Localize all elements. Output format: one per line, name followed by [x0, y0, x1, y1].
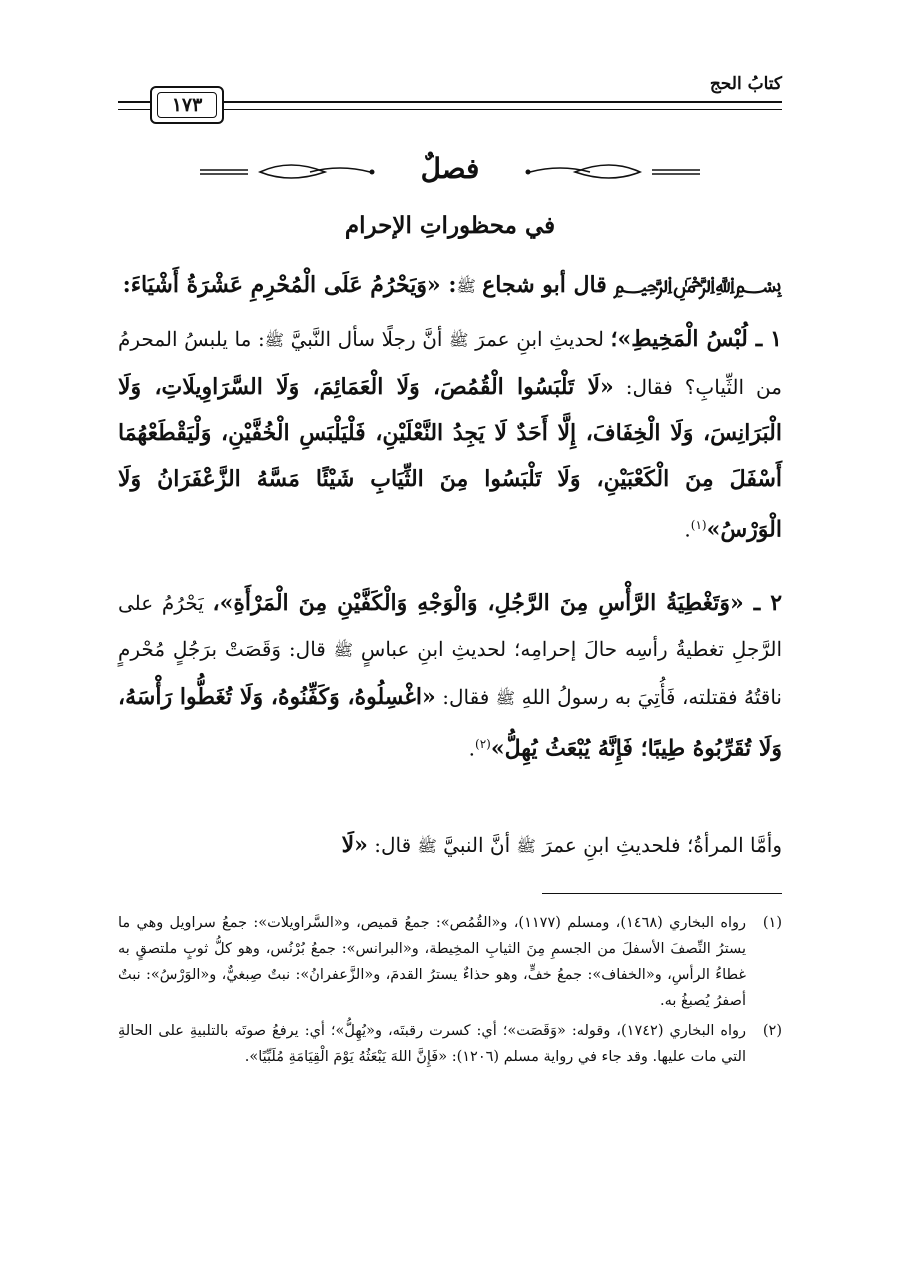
section-subtitle: في محظوراتِ الإحرام: [344, 212, 556, 239]
footnote-ref[interactable]: (١): [690, 517, 707, 532]
footnote-divider: [542, 893, 782, 894]
item-2-text: يَحْرُمُ على الرَّجلِ تغطيةُ رأسِه حالَ إحرامِه؛ لحديثِ ابنِ عباسٍ: [118, 591, 782, 661]
item-1-text: : ما يلبسُ المحرمُ من الثِّيابِ؟ فقال:: [118, 327, 782, 399]
item-2-paragraph: [118, 580, 782, 772]
item-1-paragraph: [118, 316, 782, 552]
section-heading-text: فصلٌ: [420, 152, 480, 185]
honorific-icon: ﷺ: [333, 640, 354, 660]
footnote-ref[interactable]: (٢): [475, 737, 491, 751]
footnote-text: رواه البخاري (١٤٦٨)، ومسلم (١١٧٧)، و«القُمُص»: جمعُ قميص، و«السَّراويلات»: جمعُ سراويل وهي ما يسترُ النِّصفَ الأسفلَ من الجسمِ مِنَ الثيابِ المخِيطة، و«البرانس»: جمعُ بُرْنُس، وهو كلُّ ثوبٍ ملتصقٍ به غطاءُ الرأسِ، و«الخفاف»: جمعُ خفٍّ، وهو حذاءٌ يسترُ القدمَ، و«الزَّعفرانُ»: نبتٌ صِبغيٌّ، و«الوَرْسُ»: نبتٌ أصفرُ يُصبغُ به.: [118, 915, 746, 1009]
item-1-hadith: «لَا تَلْبَسُوا الْقُمُصَ، وَلَا الْعَمَائِمَ، وَلَا السَّرَاوِيلَاتِ، وَلَا الْبَرَانِسَ، وَلَا الْخِفَافَ، إِلَّا أَحَدٌ لَا يَجِدُ النَّعْلَيْنِ، فَلْيَلْبَسِ الْخُفَّيْنِ، وَلْيَقْطَعْهُمَا أَسْفَلَ مِنَ الْكَعْبَيْنِ، وَلَا تَلْبَسُوا مِنَ الثِّيَابِ شَيْئًا مَسَّهُ الزَّعْفَرَانُ وَلَا الْوَرْسُ»: [118, 373, 782, 543]
item-2-text: قال: وَقَصَتْ برَجُلٍ مُحْرمٍ ناقتُهُ فقتلته، فَأُتِيَ به رسولُ اللهِ: [118, 637, 782, 709]
item-1-text: أنَّ رجلًا سأل النَّبيَّ: [284, 327, 450, 351]
item-3-text: وأمَّا المرأةُ؛ فلحديثِ ابنِ عمرَ: [535, 833, 782, 857]
item-2-text: فقال:: [435, 684, 496, 709]
intro-paragraph: [118, 262, 782, 310]
page-number-frame: [150, 86, 224, 124]
honorific-icon: ﷺ: [516, 836, 536, 856]
honorific-icon: ﷺ: [495, 688, 516, 707]
intro-quote: : «وَيَحْرُمُ عَلَى الْمُحْرِمِ عَشْرَةُ أَشْيَاءَ:: [122, 272, 457, 298]
item-2-hadith: «اغْسِلُوهُ، وَكَفِّنُوهُ، وَلَا تُغَطُّوا رَأْسَهُ، وَلَا تُقَرِّبُوهُ طِيبًا؛ فَإِنَّهُ يُبْعَثُ يُهِلُّ»: [118, 683, 782, 762]
page-number: ١٧٣: [157, 92, 217, 118]
honorific-icon: ﷺ: [449, 330, 469, 350]
right-ornament-icon: [520, 160, 700, 184]
item-3-hadith: «لَا: [341, 832, 368, 858]
book-title: كتابُ الحج: [709, 74, 782, 94]
footnote-text: رواه البخاري (١٧٤٢)، وقوله: «وَقَصَت»؛ أي: كسرت رقبتَه، و«يُهِلُّ»؛ أي: يرفعُ صوتَه بالتلبيةِ على الحالةِ التي مات عليها. وقد جاء في رواية مسلم (١٢٠٦): «فَإِنَّ اللهَ يَبْعَثُهُ يَوْمَ الْقِيَامَةِ مُلَبِّيًا».: [118, 1023, 746, 1065]
item-1-text: لحديثِ ابنِ عمرَ: [468, 327, 611, 351]
honorific-icon: ﷺ: [417, 836, 437, 856]
speaker: قال أبو شجاع: [482, 272, 607, 298]
paragraph-mark-icon: ﷽: [613, 272, 782, 298]
honorific-icon: ﷺ: [264, 330, 285, 350]
item-2-lead: ٢ ـ «وَتَغْطِيَةُ الرَّأْسِ مِنَ الرَّجُلِ، وَالْوَجْهِ وَالْكَفَّيْنِ مِنَ الْمَرْأَةِ»،: [212, 590, 783, 616]
item-3-text: قال:: [367, 833, 418, 857]
item-3-paragraph: [118, 822, 782, 870]
item-2-end: .: [468, 736, 476, 761]
footnotes: [118, 910, 782, 1074]
footnote-number: (٢): [762, 1023, 782, 1039]
footnote-number: (١): [762, 915, 782, 931]
left-ornament-icon: [200, 160, 380, 184]
item-3-text: أنَّ النبيَّ: [436, 833, 517, 857]
item-1-lead: ١ ـ لُبْسُ الْمَخِيطِ»؛: [610, 326, 782, 352]
footnote: [118, 910, 782, 1014]
section-heading: [200, 150, 700, 190]
item-1-end: .: [684, 517, 691, 542]
honorific-icon: ﷺ: [456, 276, 476, 296]
footnote: [118, 1018, 782, 1070]
